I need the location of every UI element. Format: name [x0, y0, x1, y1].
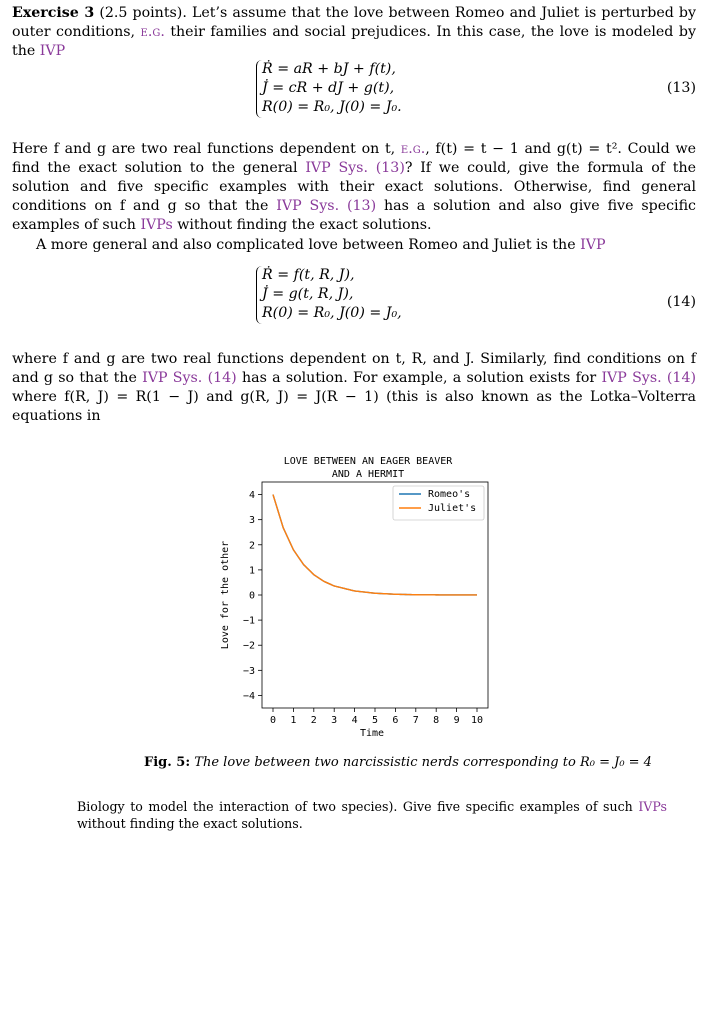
x-axis-ticks	[270, 708, 483, 726]
x-tick-label: 9	[453, 715, 460, 726]
para4-text-b: has a solution. For example, a solution exists for	[241, 370, 597, 386]
y-tick-label: 3	[248, 515, 255, 527]
y-tick-label: 1	[248, 565, 255, 577]
ivp-sys-link-4[interactable]: IVP Sys.	[601, 370, 662, 386]
x-tick-label: 2	[310, 715, 317, 726]
y-tick-label: −3	[242, 665, 255, 677]
legend-label: Juliet's	[428, 503, 477, 514]
figure-caption-text: The love between two narcissistic nerds corresponding to R₀ = J₀ = 4	[194, 755, 652, 770]
eg-abbrev: e.g.	[140, 24, 165, 40]
continuation-text-a: Biology to model the interaction of two species). Give five specific examples of such	[77, 799, 633, 814]
eq14-ref-link[interactable]: (14)	[207, 370, 237, 386]
x-tick-label: 6	[392, 715, 399, 726]
ivp-sys-link[interactable]: IVP Sys.	[305, 160, 368, 176]
y-tick-label: −4	[242, 690, 255, 702]
eg-abbrev-2: e.g.	[400, 141, 426, 157]
x-tick-label: 10	[470, 715, 484, 726]
para2-text-e: without finding the exact solutions.	[177, 217, 432, 233]
equation-14	[262, 266, 402, 323]
equation-13-line3: R(0) = R₀, J(0) = J₀.	[262, 99, 402, 115]
paragraph-2	[12, 140, 696, 235]
x-axis-label: Time	[359, 728, 385, 739]
equation-13-line1: Ṙ = aR + bJ + f(t),	[262, 61, 396, 77]
y-tick-label: −2	[242, 640, 255, 652]
equation-13-number: (13)	[666, 80, 696, 96]
intro-text-2: their families and social prejudices. In this case, the love is modeled by the	[12, 24, 696, 59]
ivps-link[interactable]: IVPs	[140, 217, 173, 233]
x-tick-label: 4	[351, 715, 358, 726]
x-tick-label: 7	[412, 715, 419, 726]
chart-title-line2: AND A HERMIT	[331, 469, 405, 480]
intro-text-1: Let’s assume that the love between Romeo and Juliet is perturbed by outer conditions,	[12, 5, 697, 40]
x-tick-label: 0	[269, 715, 277, 726]
exercise-intro	[12, 4, 696, 61]
eq13-ref-link-2[interactable]: (13)	[346, 198, 377, 214]
paragraph-4	[12, 350, 696, 426]
ivps-link-2[interactable]: IVPs	[638, 799, 667, 814]
equation-14-line2: J̇ = g(t, R, J),	[262, 286, 354, 302]
ivp-sys-link-2[interactable]: IVP Sys.	[276, 198, 340, 214]
para2-text-a: Here f and g are two real functions dependent on t,	[12, 141, 396, 157]
x-tick-label: 8	[433, 715, 440, 726]
equation-14-line3: R(0) = R₀, J(0) = J₀,	[262, 305, 402, 321]
equation-brace	[256, 60, 265, 118]
continuation-paragraph	[77, 798, 667, 832]
exercise-title: Exercise 3	[12, 5, 95, 21]
chart-legend	[393, 486, 484, 520]
equation-brace-2	[256, 266, 265, 324]
y-tick-label: −1	[242, 615, 255, 627]
y-axis-ticks	[243, 490, 262, 702]
x-tick-label: 1	[290, 715, 297, 726]
equation-14-line1: Ṙ = f(t, R, J),	[262, 267, 355, 283]
chart-title-line1: LOVE BETWEEN AN EAGER BEAVER	[283, 456, 453, 467]
para4-text-a: where f and g are two real functions dependent on t, R, and J. Similarly, find conditions on f and g so that the	[12, 351, 696, 386]
ivp-link[interactable]: IVP	[39, 43, 66, 59]
para2-text-c: ? If we could, give the formula of the solution and five specific examples with their exact solutions. Otherwise, find general conditions on f and g so that the	[12, 160, 697, 214]
y-tick-label: 2	[248, 540, 255, 552]
para4-text-c: where f(R, J) = R(1 − J) and g(R, J) = J(R − 1) (this is also known as the Lotka–Volterra equations in	[12, 389, 696, 424]
figure-label: Fig. 5:	[144, 755, 191, 770]
para2-text-b: , f(t) = t − 1 and g(t) = t². Could we find the exact solution to the general	[12, 141, 696, 176]
equation-13-line2: J̇ = cR + dJ + g(t),	[262, 80, 395, 96]
continuation-text-b: without finding the exact solutions.	[77, 816, 303, 831]
paragraph-3	[12, 236, 696, 255]
exercise-points: (2.5 points).	[99, 5, 187, 21]
eq13-ref-link[interactable]: (13)	[375, 160, 405, 176]
eq14-ref-link-2[interactable]: (14)	[666, 370, 697, 386]
ivp-link-2[interactable]: IVP	[580, 237, 606, 253]
love-chart	[200, 450, 520, 750]
para3-text: A more general and also complicated love between Romeo and Juliet is the	[36, 237, 576, 253]
equation-14-number: (14)	[666, 294, 696, 310]
ivp-sys-link-3[interactable]: IVP Sys.	[142, 370, 203, 386]
equation-13	[262, 60, 402, 117]
legend-label: Romeo's	[428, 489, 471, 500]
x-tick-label: 5	[371, 715, 379, 726]
y-tick-label: 0	[248, 590, 255, 602]
x-tick-label: 3	[331, 715, 338, 726]
y-tick-label: 4	[248, 490, 255, 502]
figure-caption	[144, 755, 652, 770]
para2-text-d: has a solution and also give five specific examples of such	[12, 198, 696, 233]
y-axis-label: Love for the other	[220, 540, 231, 650]
